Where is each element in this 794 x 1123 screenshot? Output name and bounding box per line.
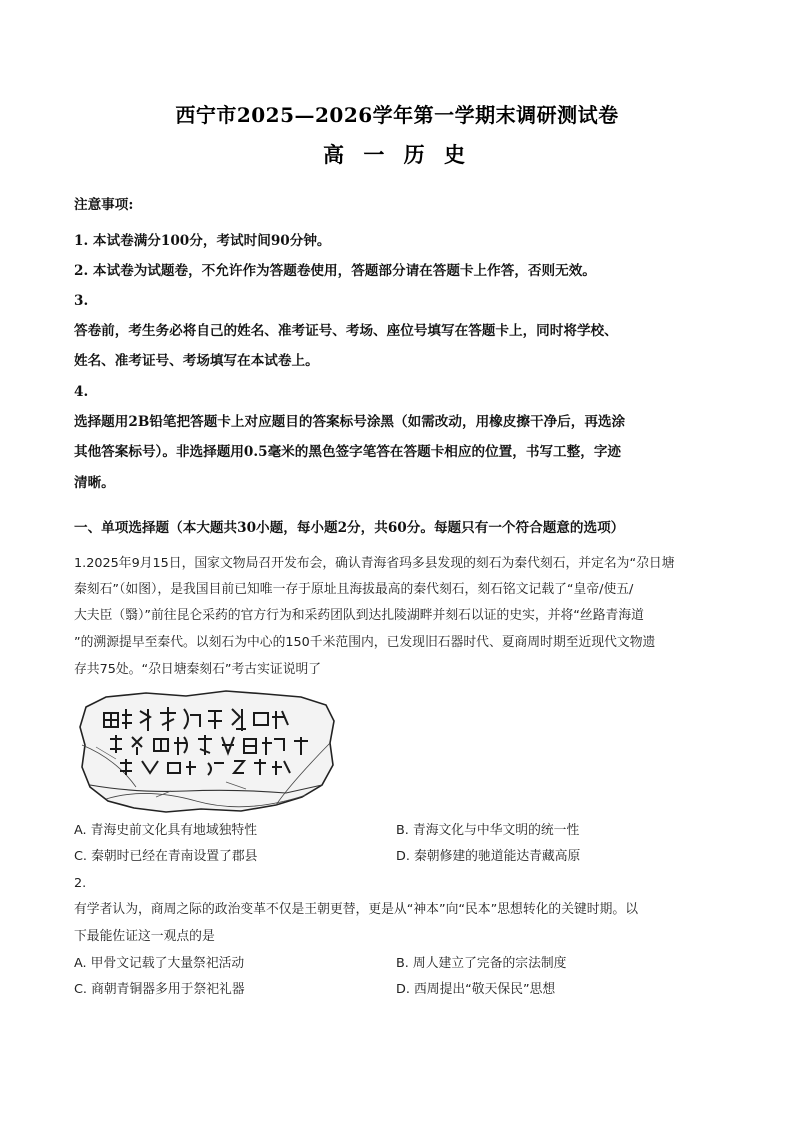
- notice-heading: 注意事项:: [74, 197, 134, 213]
- question-1-option-b[interactable]: B. 青海文化与中华文明的统一性: [396, 823, 580, 838]
- notice-item-4-number: 4.: [74, 384, 89, 400]
- question-1-option-d[interactable]: D. 秦朝修建的驰道能达青藏高原: [396, 849, 581, 864]
- section-heading: 一、单项选择题（本大题共30小题，每小题2分，共60分。每题只有一个符合题意的选项）: [74, 520, 625, 536]
- question-1-option-c[interactable]: C. 秦朝时已经在青南设置了郡县: [74, 849, 258, 864]
- question-1-line: 1.2025年9月15日，国家文物局召开发布会，确认青海省玛多县发现的刻石为秦代刻石，并定名为“尕日塘: [74, 556, 675, 571]
- notice-item-4-line: 选择题用2B铅笔把答题卡上对应题目的答案标号涂黑（如需改动，用橡皮擦干净后，再选涂: [74, 414, 626, 430]
- question-2-line: 有学者认为，商周之际的政治变革不仅是王朝更替，更是从“神本”向“民本”思想转化的关键时期。以: [74, 902, 638, 917]
- notice-item-1: 1. 本试卷满分100分，考试时间90分钟。: [74, 233, 331, 249]
- notice-item-3-line: 答卷前，考生务必将自己的姓名、准考证号、考场、座位号填写在答题卡上，同时将学校、: [74, 323, 618, 339]
- question-1-line: ”的溯源提早至秦代。以刻石为中心的150千米范围内，已发现旧石器时代、夏商周时期至近现代文物遗: [74, 635, 656, 650]
- question-2-option-d[interactable]: D. 西周提出“敬天保民”思想: [396, 982, 556, 997]
- notice-item-4-line: 清晰。: [74, 475, 115, 491]
- exam-title: 西宁市2025—2026学年第一学期末调研测试卷: [175, 103, 619, 127]
- question-2-line: 下最能佐证这一观点的是: [74, 929, 215, 944]
- question-1-line: 存共75处。“尕日塘秦刻石”考古实证说明了: [74, 662, 322, 677]
- notice-item-4-line: 其他答案标号）。非选择题用0.5毫米的黑色签字笔答在答题卡相应的位置，书写工整，字迹: [74, 444, 622, 460]
- question-2-option-c[interactable]: C. 商朝青铜器多用于祭祀礼器: [74, 982, 245, 997]
- question-2-number: 2.: [74, 876, 87, 891]
- question-2-option-a[interactable]: A. 甲骨文记载了大量祭祀活动: [74, 956, 245, 971]
- notice-item-2: 2. 本试卷为试题卷，不允许作为答题卷使用，答题部分请在答题卡上作答，否则无效。: [74, 263, 596, 279]
- question-1-option-a[interactable]: A. 青海史前文化具有地域独特性: [74, 823, 258, 838]
- exam-subject: 高 一 历 史: [323, 142, 471, 167]
- question-2-option-b[interactable]: B. 周人建立了完备的宗法制度: [396, 956, 567, 971]
- notice-item-3-line: 姓名、准考证号、考场填写在本试卷上。: [74, 353, 319, 369]
- notice-item-3-number: 3.: [74, 293, 89, 309]
- stone-inscription-image: [76, 687, 340, 815]
- question-1-line: 大夫臣（翳）”前往昆仑采药的官方行为和采药团队到达扎陵湖畔并刻石以证的史实，并将“丝路青海道: [74, 608, 644, 623]
- question-1-line: 秦刻石”（如图），是我国目前已知唯一存于原址且海拔最高的秦代刻石，刻石铭文记载了“皇帝/使五/: [74, 582, 634, 597]
